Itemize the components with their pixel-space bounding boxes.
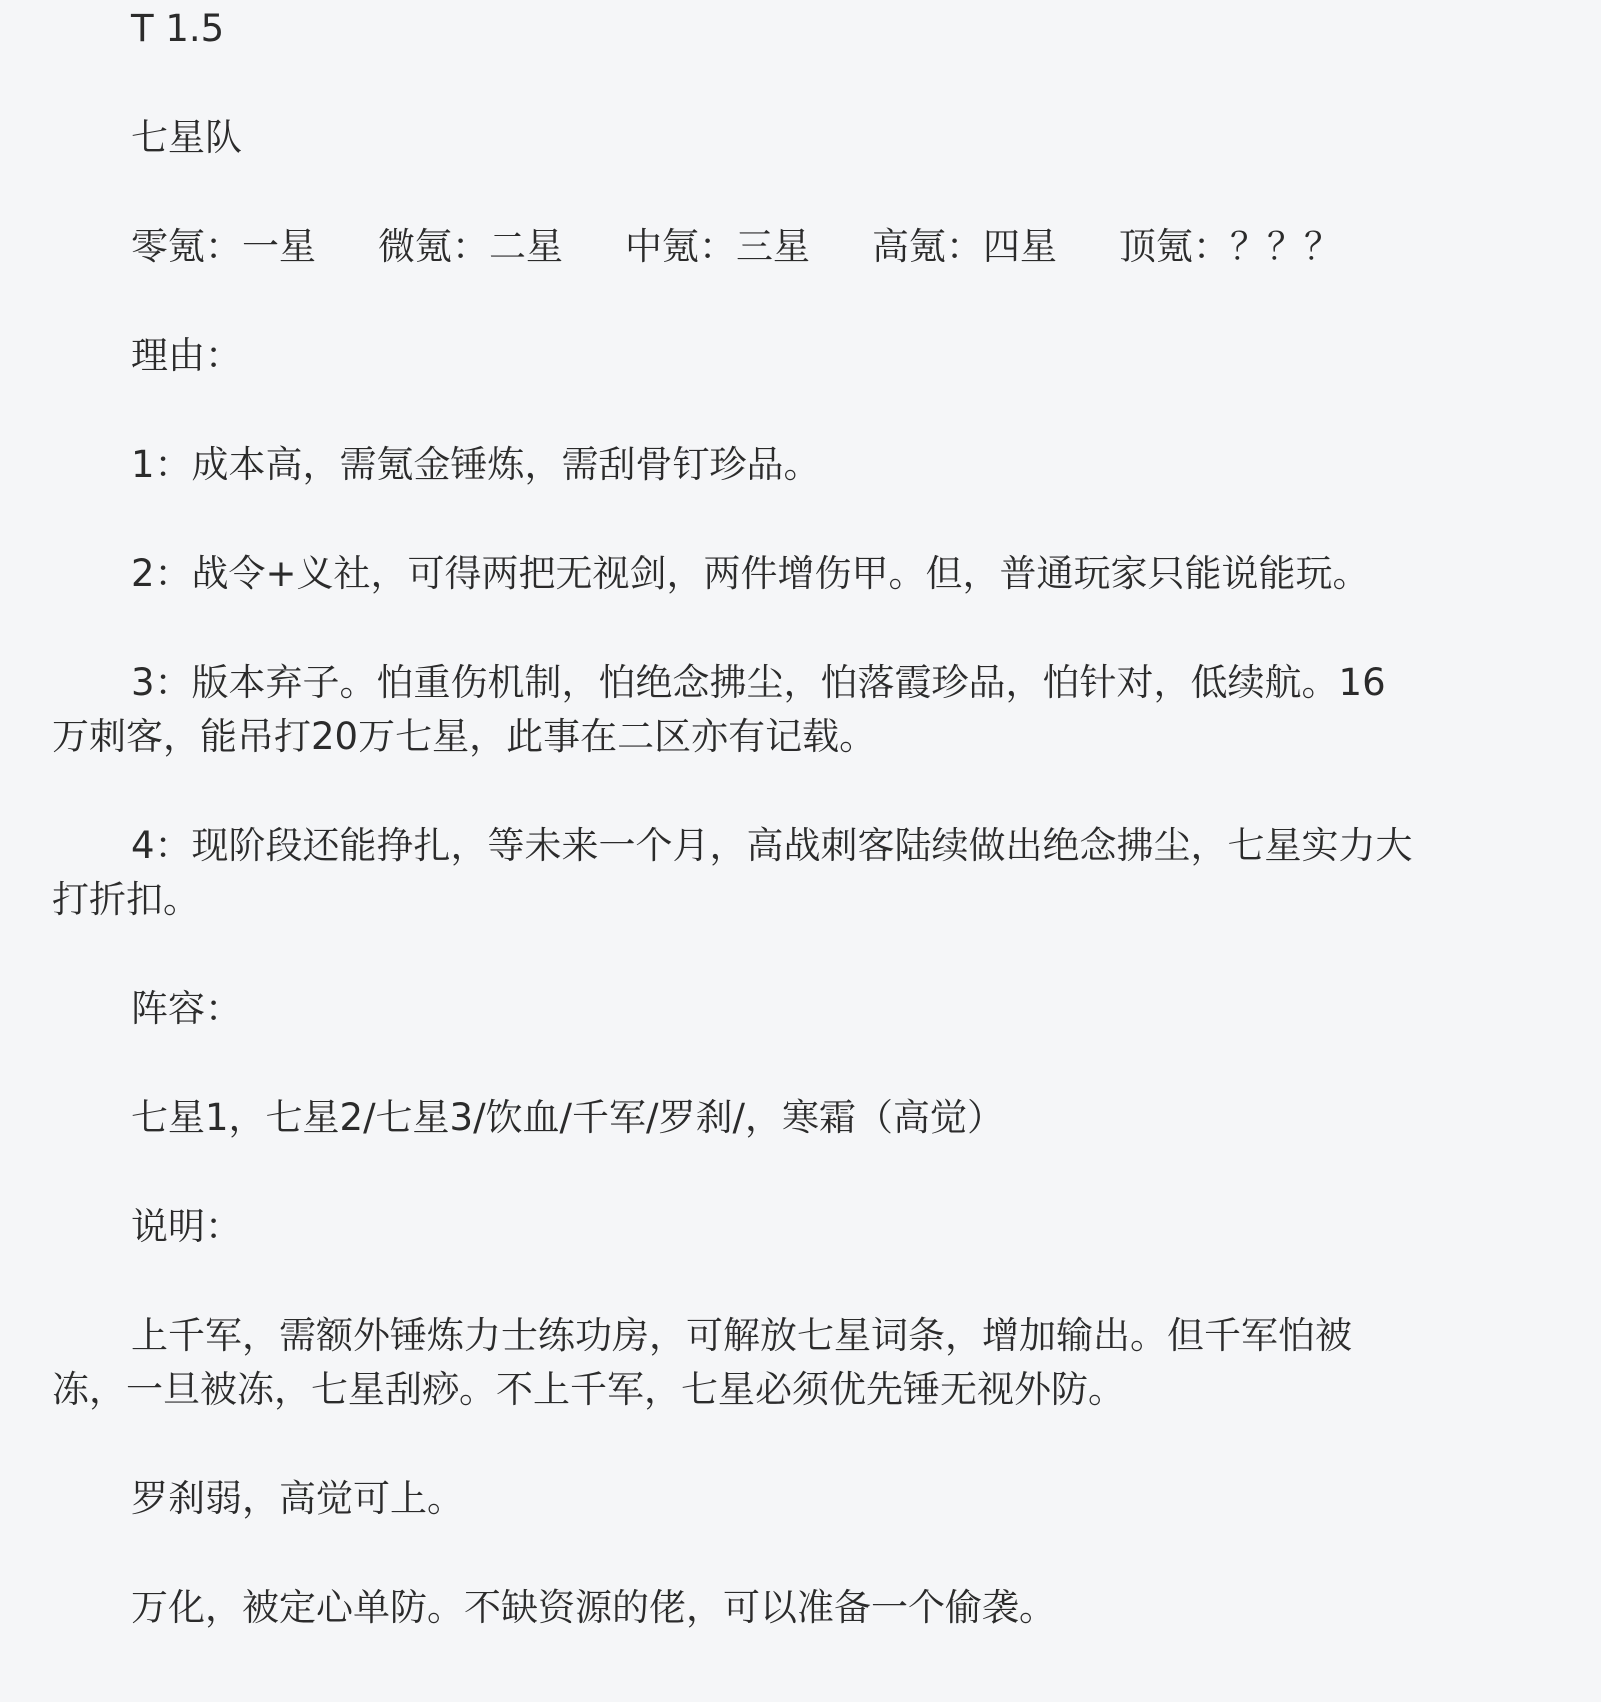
- tier-zero-spend: 零氪：一星: [131, 225, 316, 268]
- reason-heading: 理由：: [131, 334, 242, 377]
- lineup-heading: 阵容：: [131, 987, 242, 1030]
- article-body: [0, 2, 1601, 1702]
- reason-item: 1：成本高，需氪金锤炼，需刮骨钉珍品。: [131, 443, 821, 486]
- tier-title: T 1.5: [131, 7, 225, 50]
- spending-tier-list: [52, 220, 1421, 274]
- note-item: 上千军，需额外锤炼力士练功房，可解放七星词条，增加输出。但千军怕被冻，一旦被冻，七星刮痧。不上千军，七星必须优先锤无视外防。: [52, 1314, 1352, 1411]
- reason-item: 3：版本弃子。怕重伤机制，怕绝念拂尘，怕落霞珍品，怕针对，低续航。16万刺客，能吊打20万七星，此事在二区亦有记载。: [52, 661, 1386, 758]
- notes-heading: 说明：: [131, 1205, 242, 1248]
- tier-low-spend: 微氪：二星: [378, 225, 563, 268]
- note-item: 万化，被定心单防。不缺资源的佬，可以准备一个偷袭。: [131, 1586, 1056, 1629]
- tier-mid-spend: 中氪：三星: [625, 225, 810, 268]
- tier-high-spend: 高氪：四星: [872, 225, 1057, 268]
- tier-top-spend: 顶氪：？？？: [1119, 225, 1341, 268]
- lineup-text: 七星1，七星2/七星3/饮血/千军/罗刹/，寒霜（高觉）: [131, 1096, 1004, 1139]
- note-item: 罗刹弱，高觉可上。: [131, 1477, 464, 1520]
- reason-item: 4：现阶段还能挣扎，等未来一个月，高战刺客陆续做出绝念拂尘，七星实力大打折扣。: [52, 824, 1413, 921]
- team-name: 七星队: [131, 116, 242, 159]
- reason-item: 2：战令+义社，可得两把无视剑，两件增伤甲。但，普通玩家只能说能玩。: [131, 552, 1370, 595]
